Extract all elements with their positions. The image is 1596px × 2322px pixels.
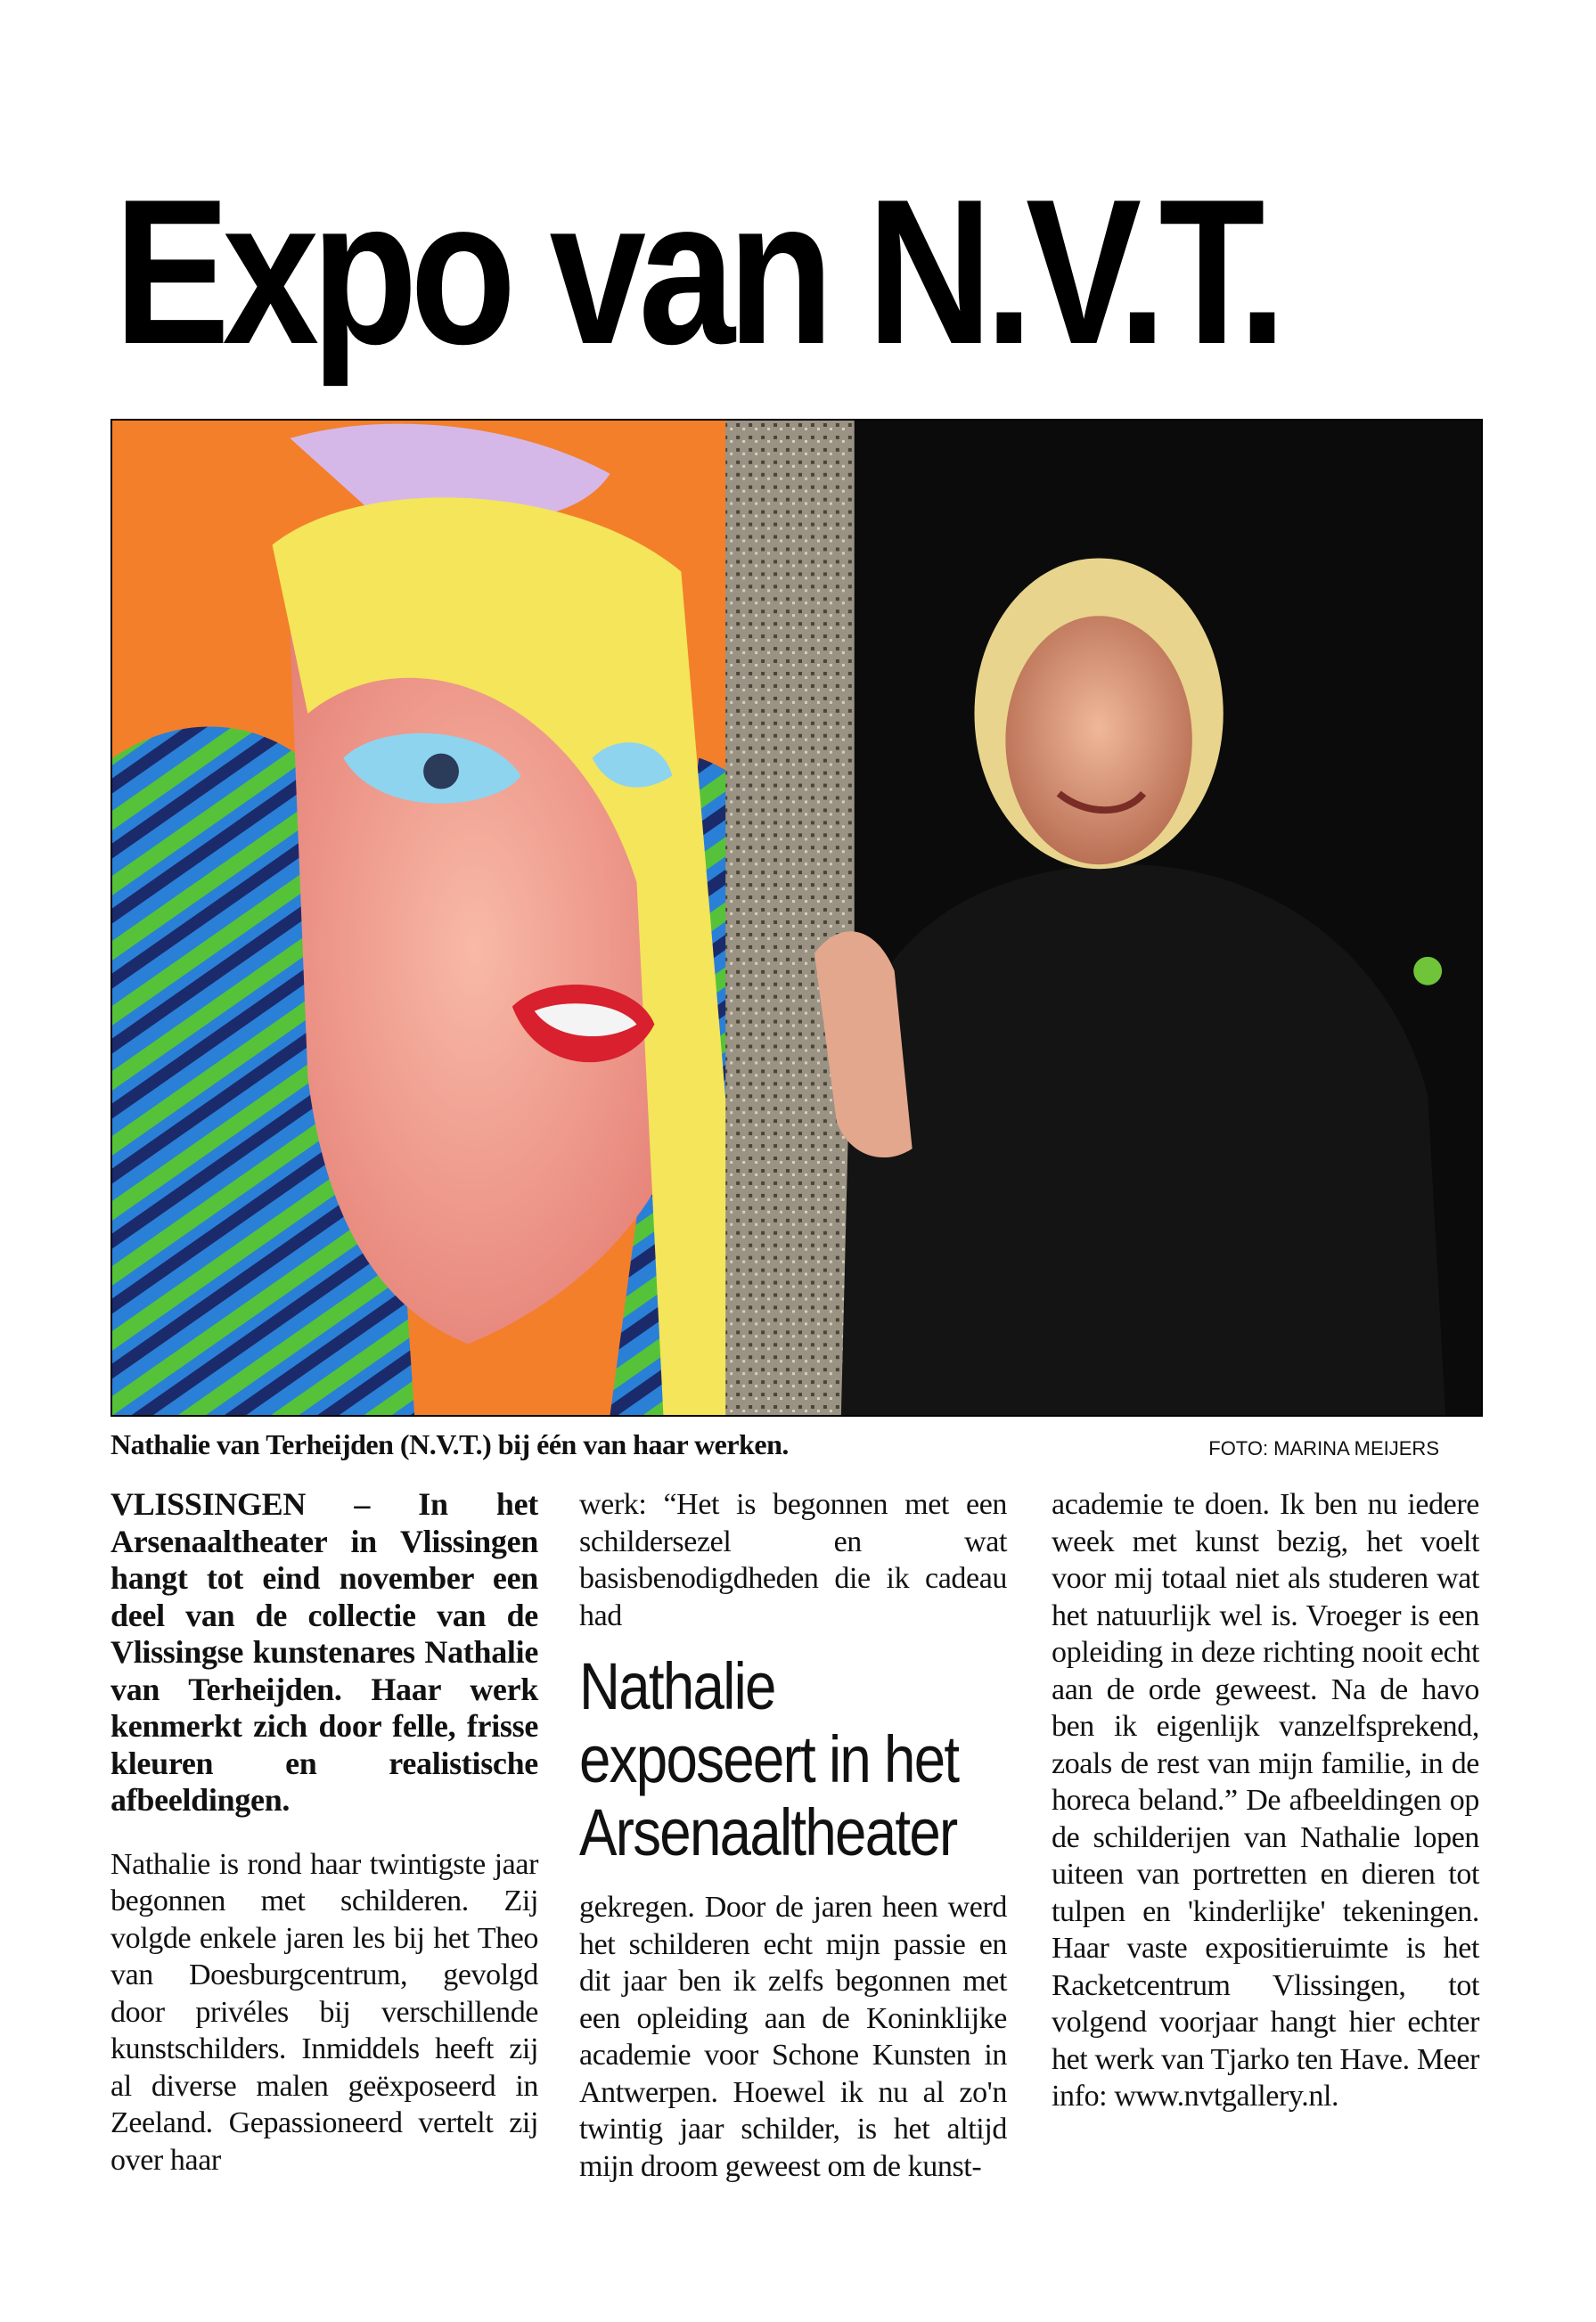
- painting-eye-left: [423, 754, 459, 789]
- article-photo: [110, 419, 1483, 1417]
- photo-credit: FOTO: MARINA MEIJERS: [1208, 1437, 1439, 1459]
- article-body-col1: Nathalie is rond haar twintigste jaar begonnen met schilderen. Zij volgde enkele jaren les bij het Theo van Doesburgcentrum, gevolgd door privéles bij verschillende kunstschilders. Inmiddels heeft zij al diverse malen geëxposeerd in Zeeland. Gepassioneerd vertelt zij over haar: [110, 1847, 538, 2177]
- article-body-col2-top: werk: “Het is begonnen met een schildersezel en wat basisbenodigdheden die ik cadeau had: [579, 1488, 1007, 1632]
- article-column-1: [110, 1486, 538, 2179]
- woman-face: [1005, 616, 1191, 864]
- subheadline: Nathalie exposeert in het Arsenaaltheater: [579, 1649, 959, 1869]
- article-column-3: [1052, 1486, 1479, 2115]
- light-spot: [1413, 957, 1442, 985]
- article-column-2: [579, 1486, 1007, 2185]
- article-body-col2-bottom: gekregen. Door de jaren heen werd het schilderen echt mijn passie en dit jaar ben ik zelfs begonnen met een opleiding aan de Koninklijke academie voor Schone Kunsten in Antwerpen. Hoewel ik nu al zo'n twintig jaar schilder, is het altijd mijn droom geweest om de kunst-: [579, 1891, 1007, 2183]
- article-body-col3: academie te doen. Ik ben nu iedere week met kunst bezig, het voelt voor mij totaal niet als studeren wat het natuurlijk wel is. Vroeger is een opleiding in deze richting nooit echt aan de orde geweest. Na de havo ben ik eigenlijk vanzelfsprekend, zoals de rest van mijn familie, in de horeca beland.” De afbeeldingen op de schilderijen van Nathalie lopen uiteen van portretten en dieren tot tulpen en 'kinderlijke' tekeningen. Haar vaste expositieruimte is het Racketcentrum Vlissingen, tot volgend voorjaar hangt hier echter het werk van Tjarko ten Have. Meer info: www.nvtgallery.nl.: [1052, 1488, 1479, 2113]
- article-intro: VLISSINGEN – In het Arsenaaltheater in Vlissingen hangt tot eind november een deel van de collectie van de Vlissingse kunstenares Nathalie van Terheijden. Haar werk kenmerkt zich door felle, frisse kleuren en realistische afbeeldingen.: [110, 1486, 538, 1818]
- pillar: [725, 421, 855, 1415]
- photo-caption: Nathalie van Terheijden (N.V.T.) bij één van haar werken.: [110, 1428, 789, 1460]
- photo-illustration: [112, 421, 1481, 1415]
- headline: Expo van N.V.T.: [114, 157, 1280, 388]
